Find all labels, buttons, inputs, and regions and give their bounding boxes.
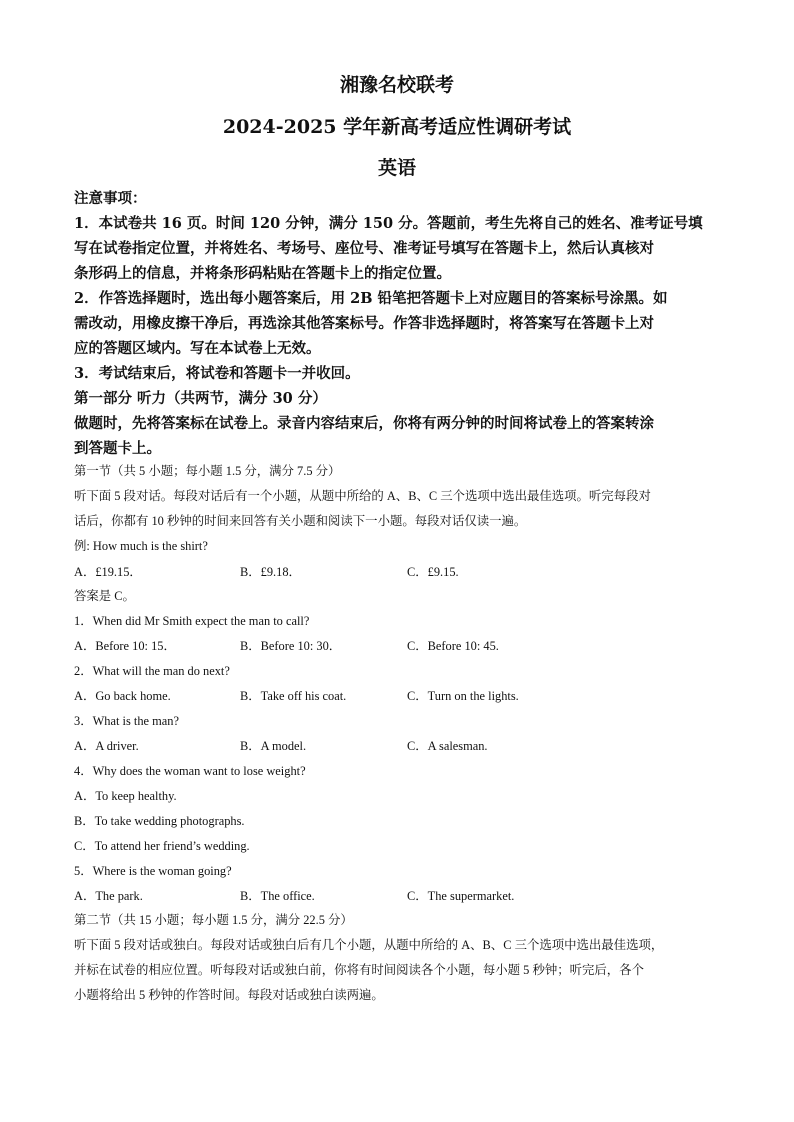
section1-instruction: 听下面 5 段对话。每段对话后有一个小题，从题中所给的 A、B、C 三个选项中选出最佳选项。听完每段对	[74, 489, 651, 503]
question-3-option-c: C．A salesman.	[407, 739, 488, 753]
question-4-option-c: C．To attend her friend’s wedding.	[74, 839, 250, 853]
question-2: 2．What will the man do next?	[74, 664, 230, 678]
school-title: 湘豫名校联考	[339, 74, 454, 96]
example-option-b: B．£9.18．	[240, 565, 301, 579]
part1-instruction: 做题时，先将答案标在试卷上。录音内容结束后，你将有两分钟的时间将试卷上的答案转涂	[74, 415, 654, 432]
question-5-option-c: C．The supermarket.	[407, 889, 515, 903]
question-2-option-c: C．Turn on the lights.	[407, 689, 519, 703]
question-3-option-a: A．A driver.	[74, 739, 139, 753]
question-1-option-c: C．Before 10: 45.	[407, 639, 499, 653]
section1-heading: 第一节（共 5 小题；每小题 1.5 分，满分 7.5 分）	[74, 464, 341, 478]
part1-heading: 第一部分 听力（共两节，满分 30 分）	[74, 390, 327, 407]
question-3: 3．What is the man?	[74, 714, 179, 728]
question-2-option-b: B．Take off his coat.	[240, 689, 347, 703]
question-2-option-a: A．Go back home.	[74, 689, 171, 703]
example-option-a: A．£19.15．	[74, 565, 142, 579]
section1-instruction: 话后，你都有 10 秒钟的时间来回答有关小题和阅读下一小题。每段对话仅读一遍。	[74, 514, 527, 528]
question-1-option-b: B．Before 10: 30．	[240, 639, 342, 653]
question-4: 4．Why does the woman want to lose weight?	[74, 764, 306, 778]
part1-instruction: 到答题卡上。	[74, 440, 161, 457]
question-5-option-a: A．The park.	[74, 889, 143, 903]
example-option-c: C．£9.15.	[407, 565, 459, 579]
question-4-option-a: A．To keep healthy.	[74, 789, 177, 803]
section2-instruction: 并标在试卷的相应位置。听每段对话或独白前，你将有时间阅读各个小题，每小题 5 秒钟；听完后，各个	[74, 963, 644, 977]
notice-line: 应的答题区域内。写在本试卷上无效。	[74, 340, 321, 357]
question-1: 1．When did Mr Smith expect the man to call?	[74, 614, 310, 628]
question-4-option-b: B．To take wedding photographs.	[74, 814, 245, 828]
exam-title: 2024-2025 学年新高考适应性调研考试	[222, 116, 572, 138]
notice-line: 需改动，用橡皮擦干净后，再选涂其他答案标号。作答非选择题时，将答案写在答题卡上对	[74, 315, 654, 332]
question-1-option-a: A．Before 10: 15．	[74, 639, 176, 653]
example-question: 例: How much is the shirt?	[74, 539, 208, 553]
section2-instruction: 听下面 5 段对话或独白。每段对话或独白后有几个小题，从题中所给的 A、B、C 三个选项中选出最佳选项，	[74, 938, 664, 952]
notice-line: 2．作答选择题时，选出每小题答案后，用 2B 铅笔把答题卡上对应题目的答案标号涂黑。如	[74, 290, 668, 307]
section2-instruction: 小题将给出 5 秒钟的作答时间。每段对话或独白读两遍。	[74, 988, 384, 1002]
notice-line: 1．本试卷共 16 页。时间 120 分钟，满分 150 分。答题前，考生先将自己的姓名、准考证号填	[74, 215, 703, 232]
notice-line: 条形码上的信息，并将条形码粘贴在答题卡上的指定位置。	[74, 265, 451, 282]
question-3-option-b: B．A model.	[240, 739, 307, 753]
subject-title: 英语	[377, 157, 416, 179]
notice-line: 3．考试结束后，将试卷和答题卡一并收回。	[74, 365, 360, 382]
notice-heading: 注意事项：	[74, 190, 147, 207]
example-answer: 答案是 C。	[74, 589, 135, 603]
question-5: 5．Where is the woman going?	[74, 864, 232, 878]
question-5-option-b: B．The office.	[240, 889, 315, 903]
notice-line: 写在试卷指定位置，并将姓名、考场号、座位号、准考证号填写在答题卡上，然后认真核对	[74, 240, 654, 257]
section2-heading: 第二节（共 15 小题；每小题 1.5 分，满分 22.5 分）	[74, 913, 353, 927]
